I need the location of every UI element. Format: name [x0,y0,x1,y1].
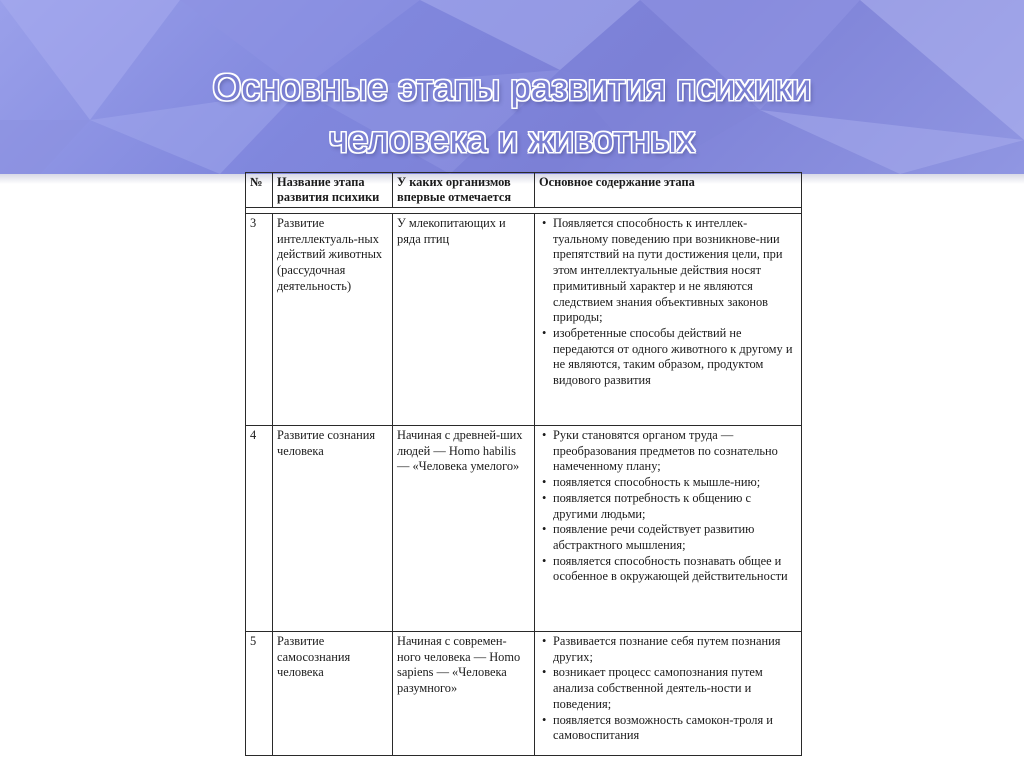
table-row [246,426,802,632]
list-item: • появляется способность познавать общее и особенное в окружающей действительности [553,554,797,585]
cell-content [535,632,802,756]
list-item: • возникает процесс самопознания путем анализа собственной деятель-ности и поведения; [553,665,797,712]
cell-content [535,426,802,632]
table-row [246,632,802,756]
cell-organisms: Начиная с древней-ших людей — Homo habilis — «Человека умелого» [393,426,535,632]
table-row [246,214,802,426]
content-list [539,216,797,389]
slide-title [0,62,1024,166]
header-num: № [246,173,273,208]
title-line-1: Основные этапы развития психики [212,67,812,108]
cell-name: Развитие интеллектуаль-ных действий животных (рассудочная деятельность) [273,214,393,426]
stages-table [245,172,802,756]
list-item: • Появляется способность к интеллек-туальному поведению при возникнове-нии препятствий на пути достижения цели, при этом интеллектуальные действия носят примитивный характер и не являются следствием знания объективных законов природы; [553,216,797,326]
cell-content [535,214,802,426]
content-list [539,634,797,744]
cell-organisms: Начиная с современ-ного человека — Homo sapiens — «Человека разумного» [393,632,535,756]
title-line-2: человека и животных [328,119,696,160]
slide-header-background [0,0,1024,174]
content-list [539,428,797,585]
list-item: • появляется потребность к общению с другими людьми; [553,491,797,522]
header-name: Название этапа развития психики [273,173,393,208]
cell-num: 3 [246,214,273,426]
list-item: • изобретенные способы действий не передаются от одного животного к другому и не являются, таким образом, продуктом видового развития [553,326,797,389]
cell-organisms: У млекопитающих и ряда птиц [393,214,535,426]
cell-name: Развитие сознания человека [273,426,393,632]
list-item: • Развивается познание себя путем познания других; [553,634,797,665]
header-content: Основное содержание этапа [535,173,802,208]
list-item: • появляется способность к мышле-нию; [553,475,797,491]
cell-name: Развитие самосознания человека [273,632,393,756]
header-organisms: У каких организмов впервые отмечается [393,173,535,208]
list-item: • Руки становятся органом труда — преобразования предметов по сознательно намеченному плану; [553,428,797,475]
cell-num: 4 [246,426,273,632]
table-header-row [246,173,802,208]
cell-num: 5 [246,632,273,756]
list-item: • появление речи содействует развитию абстрактного мышления; [553,522,797,553]
list-item: • появляется возможность самокон-троля и самовоспитания [553,713,797,744]
